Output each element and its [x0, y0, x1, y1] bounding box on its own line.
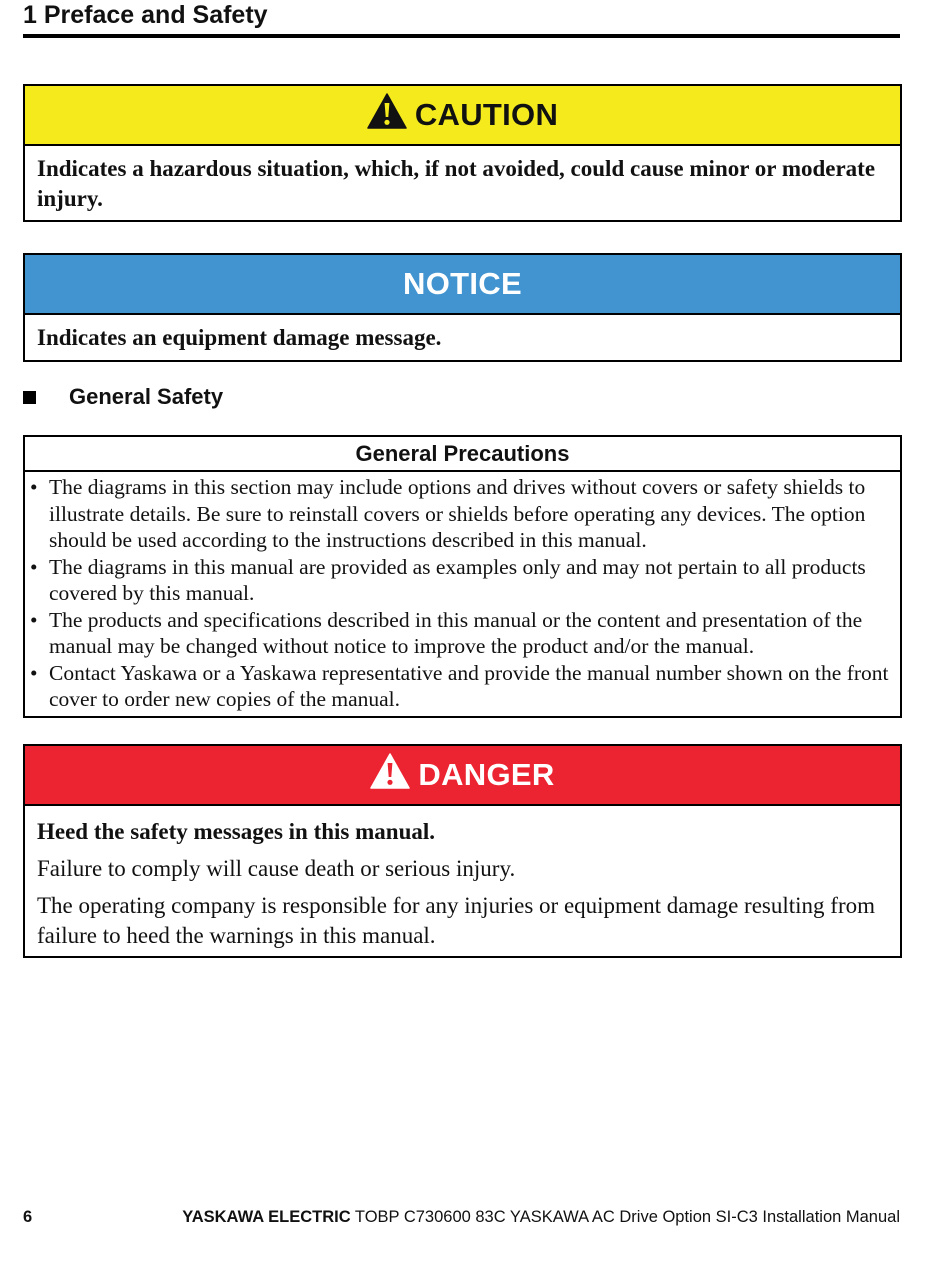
notice-text: Indicates an equipment damage message.: [37, 325, 442, 350]
danger-heading: Heed the safety messages in this manual.: [37, 819, 436, 844]
notice-title: NOTICE: [403, 266, 522, 301]
danger-line-1: Failure to comply will cause death or serious injury.: [37, 856, 516, 881]
header-rule: [23, 34, 900, 38]
list-item: • The diagrams in this section may include options and drives without covers or safety shields to illustrate details. Be sure to reinstall covers or shields before operating any devices. The option should be used according to the instructions described in this manual.: [30, 474, 900, 554]
footer-text: [182, 1205, 900, 1229]
list-item: • The diagrams in this manual are provided as examples only and may not pertain to all products covered by this manual.: [30, 554, 900, 607]
caution-box: [23, 84, 902, 222]
danger-line-2: The operating company is responsible for any injuries or equipment damage resulting from failure to heed the warnings in this manual.: [37, 893, 875, 948]
caution-title: CAUTION: [414, 97, 559, 132]
chapter-title: 1 Preface and Safety: [23, 1, 268, 29]
page-number: 6: [23, 1208, 33, 1226]
precautions-title: General Precautions: [25, 437, 900, 472]
danger-header: [25, 746, 900, 806]
notice-box: [23, 253, 902, 362]
warning-triangle-icon: [370, 753, 418, 797]
notice-header: [25, 255, 900, 315]
footer-brand: YASKAWA ELECTRIC: [182, 1208, 351, 1226]
warning-triangle-icon: [367, 93, 415, 137]
page-header: [23, 0, 900, 40]
danger-box: [23, 744, 902, 958]
precautions-list: [25, 472, 900, 713]
section-heading: [23, 382, 223, 412]
danger-title: DANGER: [418, 757, 555, 792]
caution-header: [25, 86, 900, 146]
danger-body: [25, 806, 900, 951]
section-heading-text: General Safety: [69, 384, 224, 409]
list-item: • The products and specifications described in this manual or the content and presentation of the manual may be changed without notice to improve the product and/or the manual.: [30, 607, 900, 660]
footer-doc-info: TOBP C730600 83C YASKAWA AC Drive Option SI-C3 Installation Manual: [350, 1208, 900, 1226]
page-footer: [23, 1205, 900, 1229]
square-bullet-icon: [23, 391, 36, 404]
caution-text: Indicates a hazardous situation, which, if not avoided, could cause minor or moderate injury.: [37, 156, 876, 211]
precautions-box: [23, 435, 902, 718]
list-item: • Contact Yaskawa or a Yaskawa representative and provide the manual number shown on the front cover to order new copies of the manual.: [30, 660, 900, 713]
